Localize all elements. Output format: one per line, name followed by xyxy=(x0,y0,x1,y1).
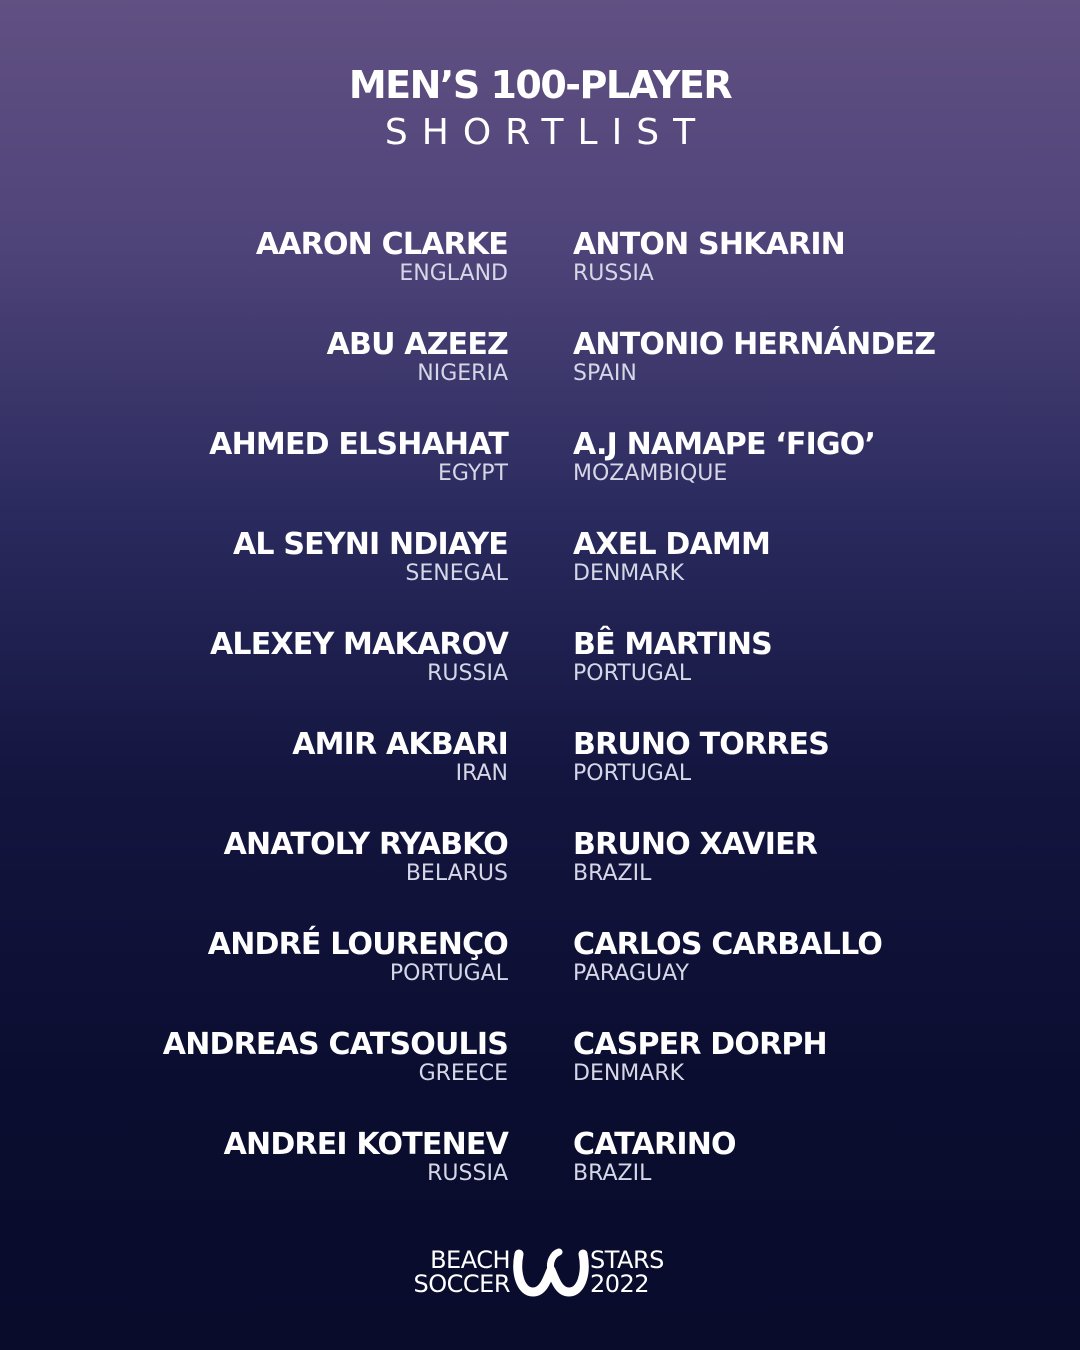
player-name: ANTONIO HERNÁNDEZ xyxy=(573,327,936,362)
logo-text-soccer: SOCCER xyxy=(413,1270,510,1298)
player-country: DENMARK xyxy=(573,1061,685,1086)
player-country: RUSSIA xyxy=(573,261,654,286)
logo-text-stars: STARS xyxy=(590,1246,664,1274)
player-country: PORTUGAL xyxy=(389,961,508,986)
player-country: BELARUS xyxy=(405,861,508,886)
player-country: SPAIN xyxy=(573,361,637,386)
player-country: BRAZIL xyxy=(573,861,652,886)
logo-text-year: 2022 xyxy=(590,1270,650,1298)
beach-soccer-stars-logo xyxy=(0,1244,1080,1300)
player-country: DENMARK xyxy=(573,561,685,586)
player-country: NIGERIA xyxy=(417,361,508,386)
player-name: AHMED ELSHAHAT xyxy=(209,427,508,462)
player-entry xyxy=(163,625,508,725)
player-name: BRUNO TORRES xyxy=(573,727,830,762)
players-column-left xyxy=(163,225,508,1225)
player-name: ANDREI KOTENEV xyxy=(223,1127,508,1162)
player-name: ABU AZEEZ xyxy=(326,327,508,362)
player-entry xyxy=(163,425,508,525)
player-entry xyxy=(163,825,508,925)
player-entry xyxy=(573,925,935,1025)
player-entry xyxy=(163,1125,508,1225)
player-entry xyxy=(573,725,935,825)
player-name: ALEXEY MAKAROV xyxy=(210,627,508,662)
player-country: PORTUGAL xyxy=(573,661,692,686)
w-logo-icon xyxy=(513,1244,589,1298)
player-country: IRAN xyxy=(455,761,508,786)
player-name: ANDREAS CATSOULIS xyxy=(162,1027,508,1062)
player-name: AXEL DAMM xyxy=(573,527,771,562)
player-country: RUSSIA xyxy=(427,661,508,686)
player-country: EGYPT xyxy=(438,461,508,486)
player-name: CARLOS CARBALLO xyxy=(573,927,883,962)
player-entry xyxy=(163,525,508,625)
player-entry xyxy=(573,425,935,525)
player-country: BRAZIL xyxy=(573,1161,652,1186)
page-subtitle: SHORTLIST xyxy=(384,112,710,153)
player-country: MOZAMBIQUE xyxy=(573,461,728,486)
player-entry xyxy=(163,725,508,825)
player-entry xyxy=(573,1125,935,1225)
player-entry xyxy=(163,225,508,325)
player-country: PARAGUAY xyxy=(573,961,689,986)
player-entry xyxy=(573,325,935,425)
player-name: A.J NAMAPE ‘FIGO’ xyxy=(573,427,876,462)
player-country: RUSSIA xyxy=(427,1161,508,1186)
players-column-right xyxy=(573,225,935,1225)
player-name: AMIR AKBARI xyxy=(292,727,508,762)
player-name: AARON CLARKE xyxy=(255,227,508,262)
player-country: GREECE xyxy=(418,1061,508,1086)
player-name: BÊ MARTINS xyxy=(573,627,772,662)
player-country: ENGLAND xyxy=(399,261,508,286)
player-entry xyxy=(573,1025,935,1125)
header xyxy=(0,62,1080,158)
player-name: AL SEYNI NDIAYE xyxy=(232,527,508,562)
player-entry xyxy=(573,625,935,725)
page-title: MEN’S 100-PLAYER xyxy=(348,63,732,107)
player-name: BRUNO XAVIER xyxy=(573,827,818,862)
player-entry xyxy=(163,1025,508,1125)
player-name: ANTON SHKARIN xyxy=(573,227,845,262)
player-entry xyxy=(573,825,935,925)
player-name: ANATOLY RYABKO xyxy=(223,827,508,862)
player-entry xyxy=(573,225,935,325)
player-entry xyxy=(163,325,508,425)
player-name: CASPER DORPH xyxy=(573,1027,827,1062)
logo-text-beach: BEACH xyxy=(430,1246,510,1274)
player-name: CATARINO xyxy=(573,1127,736,1162)
player-entry xyxy=(163,925,508,1025)
player-name: ANDRÉ LOURENÇO xyxy=(207,927,508,962)
player-entry xyxy=(573,525,935,625)
player-country: SENEGAL xyxy=(405,561,508,586)
player-country: PORTUGAL xyxy=(573,761,692,786)
